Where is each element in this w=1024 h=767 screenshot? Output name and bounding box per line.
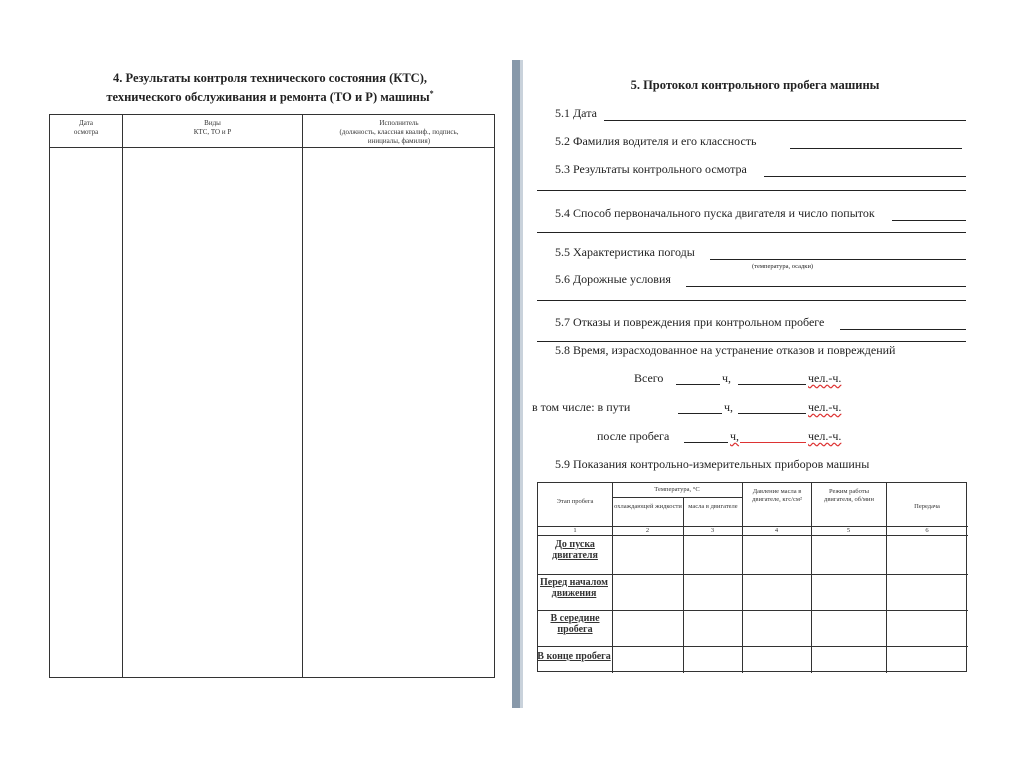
col-oil-pressure-header: Давление масла в двигателе, кгс/см² [752,488,802,503]
item-5-6-rule-2 [537,300,966,301]
col-stage-header: Этап пробега [556,498,594,505]
row-before-moving: Перед началом движения [540,577,608,599]
left-page-title [50,70,490,105]
item-5-3-rule [764,176,966,177]
left-title-line-1: 4. Результаты контроля технического состояния (КТС), [112,71,427,85]
row-mid-run: В середине пробега [550,613,600,635]
time-total-label: Всего [634,371,664,385]
time-en-route-label: в том числе: в пути [532,400,631,414]
time-total-manhours-unit: чел.-ч. [808,371,842,385]
item-5-5: 5.5 Характеристика погоды [555,245,695,259]
col-num-3: 3 [710,527,715,534]
page-spine-shade [520,60,523,708]
col-num-1: 1 [573,527,577,534]
col-coolant-header: охлаждающей жидкости [614,503,682,510]
row-before-start: До пуска двигателя [552,539,598,561]
item-5-1-rule [604,120,966,121]
time-after-hours-unit: ч, [730,429,740,443]
col-executor-line-3: инициалы, фамилия) [367,137,431,145]
results-table-divider-2 [302,115,303,677]
time-after-manhours-unit: чел.-ч. [808,429,842,443]
item-5-2: 5.2 Фамилия водителя и его классность [555,134,757,148]
time-after-manhours-rule [740,442,806,443]
results-col-executor-header [303,119,495,146]
col-date-line-2: осмотра [73,128,99,136]
col-num-6: 6 [925,527,929,534]
col-engine-mode-header: Режим работы двигателя, об/мин [824,488,874,503]
item-5-5-rule [710,259,966,260]
item-5-3: 5.3 Результаты контрольного осмотра [555,162,747,176]
page-spine [512,60,520,708]
item-5-9: 5.9 Показания контрольно-измерительных приборов машины [555,457,870,471]
time-total-hours-rule [676,384,720,385]
results-table [49,114,495,678]
results-table-header-rule [50,147,494,148]
item-5-6-rule [686,286,966,287]
col-gear-header: Передача [914,503,940,510]
item-5-2-rule [790,148,962,149]
item-5-6: 5.6 Дорожные условия [555,272,671,286]
time-en-route-manhours-unit: чел.-ч. [808,400,842,414]
instruments-table-divider-4 [811,483,812,673]
item-5-8: 5.8 Время, израсходованное на устранение отказов и повреждений [555,343,896,357]
item-5-4-rule [892,220,966,221]
instruments-table-divider-3 [742,483,743,673]
left-title-line-2-text: технического обслуживания и ремонта (ТО и Р) машины [106,90,430,105]
row-end-run: В конце пробега [537,651,611,662]
nums-rule [538,535,968,536]
col-executor-line-2: (должность, классная квалиф., подпись, [339,128,459,136]
col-num-4: 4 [774,527,779,534]
time-after-label: после пробега [597,429,670,443]
item-5-7-rule-2 [537,341,966,342]
right-page-title: 5. Протокол контрольного пробега машины [630,78,880,92]
col-type-line-1: Виды [204,119,221,127]
results-table-divider-1 [122,115,123,677]
time-en-route-manhours-rule [738,413,806,414]
results-col-type-header [123,119,302,137]
time-total-hours-unit: ч, [722,371,732,385]
row-rule-1 [538,574,968,575]
time-after-hours-rule [684,442,728,443]
instruments-table-divider-5 [886,483,887,673]
col-num-2: 2 [645,527,650,534]
item-5-7: 5.7 Отказы и повреждения при контрольном пробеге [555,315,825,329]
item-5-7-rule [840,329,966,330]
time-total-manhours-rule [738,384,806,385]
time-en-route-hours-unit: ч, [724,400,734,414]
left-title-sup: * [429,89,434,98]
item-5-4-rule-2 [537,232,966,233]
item-5-3-rule-2 [537,190,966,191]
item-5-5-note: (температура, осадки) [752,263,814,270]
col-oil-temp-header: масла в двигателе [688,503,738,510]
temp-group-rule [612,497,742,498]
col-executor-line-1: Исполнитель [379,119,419,127]
instruments-table [537,482,967,672]
col-num-5: 5 [846,527,851,534]
col-date-line-1: Дата [79,119,93,127]
item-5-1: 5.1 Дата [555,106,597,120]
results-col-date-header [50,119,122,137]
row-rule-2 [538,610,968,611]
time-en-route-hours-rule [678,413,722,414]
row-rule-3 [538,646,968,647]
col-type-line-2: КТС, ТО и Р [193,128,232,136]
item-5-4: 5.4 Способ первоначального пуска двигателя и число попыток [555,206,875,220]
col-temp-group-header: Температура, °С [654,486,700,493]
left-title-line-2 [50,86,490,105]
